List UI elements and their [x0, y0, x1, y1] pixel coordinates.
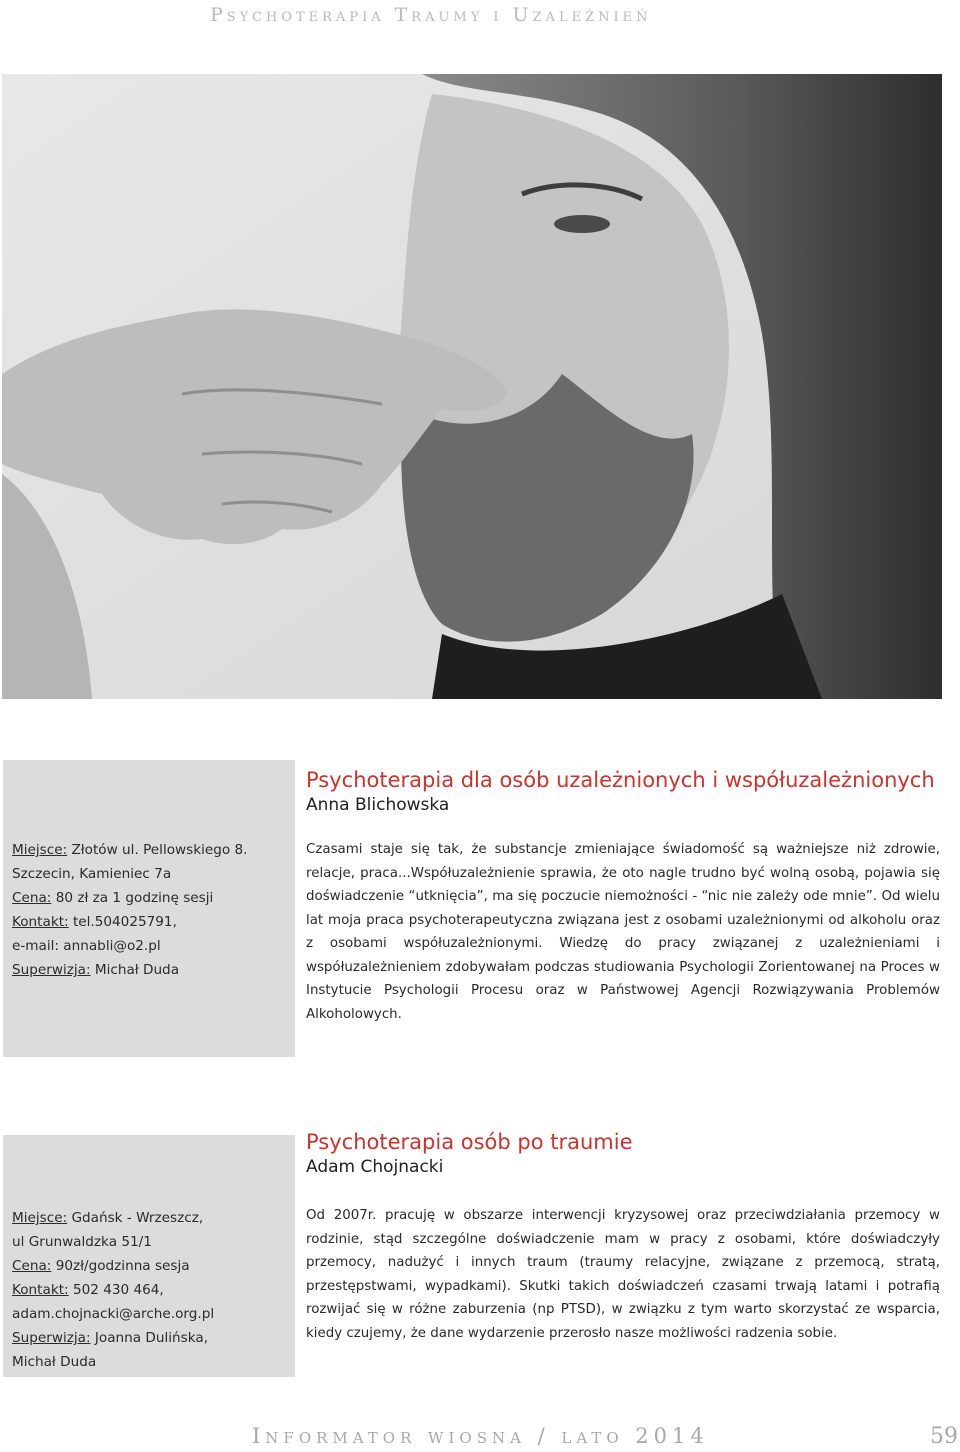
place-label: Miejsce:	[12, 842, 68, 858]
section-author: Anna Blichowska	[306, 795, 450, 815]
place-value: Gdańsk - Wrzeszcz,	[67, 1210, 204, 1226]
supervision-label: Superwizja:	[12, 962, 91, 978]
section-title: Psychoterapia dla osób uzależnionych i współuzależnionych	[306, 768, 935, 792]
place-line-2: Szczecin, Kamieniec 7a	[12, 866, 172, 882]
page-number: 59	[930, 1424, 958, 1449]
footer-title: Informator wiosna / lato 2014	[252, 1424, 709, 1448]
price-value: 80 zł za 1 godzinę sesji	[51, 890, 214, 906]
section-title: Psychoterapia osób po traumie	[306, 1130, 633, 1154]
section-body: Od 2007r. pracuję w obszarze interwencji kryzysowej oraz przeciwdziałania przemocy w rodzinie, stąd szczególne doświadczenie mam w pracy z osobami, które doświadczyły przemocy, nadużyć i innych traum (traumy relacyjne, związane z przemocą, stratą, przestępstwami, wypadkami). Skutki takich doświadczeń czasami trwają latami i potrafią rozwijać się w różne zaburzenia (np PTSD), w związku z tym warto skorzystać ze wsparcia, kiedy czujemy, że dane wydarzenie przerosło nasze możliwości radzenia sobie.	[306, 1208, 940, 1341]
price-label: Cena:	[12, 1258, 52, 1274]
portrait-illustration	[2, 74, 942, 699]
price-line	[12, 886, 248, 910]
price-label: Cena:	[12, 890, 52, 906]
price-line	[12, 1254, 214, 1278]
supervision-line	[12, 1326, 214, 1350]
price-value: 90zł/godzinna sesja	[51, 1258, 190, 1274]
place-label: Miejsce:	[12, 1210, 68, 1226]
contact-label: Kontakt:	[12, 1282, 69, 1298]
supervision-line-2: Michał Duda	[12, 1354, 97, 1370]
portrait-photo	[2, 74, 942, 699]
supervision-label: Superwizja:	[12, 1330, 91, 1346]
contact-line-2: adam.chojnacki@arche.org.pl	[12, 1306, 215, 1322]
contact-line	[12, 1278, 214, 1302]
place-line	[12, 1206, 214, 1230]
section-body: Czasami staje się tak, że substancje zmieniające świadomość są ważniejsze niż zdrowie, relacje, praca...Współuzależnienie sprawia, że oto nagle trudno być wolną osobą, pojawia się doświadczenie “utknięcia”, ma się poczucie niemożności - “nic nie zależy ode mnie”. Od wielu lat moja praca psychoterapeutyczna związana jest z osobami uzależnionymi od alkoholu oraz z osobami współuzależnionymi. Wiedzę do pracy związanej z uzależnieniami i współuzależnieniem zdobywałam podczas studiowania Psychologii Zorientowanej na Proces w Instytucie Psychologii Procesu oraz w Państwowej Agencji Rozwiązywania Problemów Alkoholowych.	[306, 842, 940, 1022]
supervision-value: Joanna Dulińska,	[90, 1330, 209, 1346]
place-line-2: ul Grunwaldzka 51/1	[12, 1234, 152, 1250]
contact-line-2: e-mail: annabli@o2.pl	[12, 938, 161, 954]
contact-label: Kontakt:	[12, 914, 69, 930]
info-box	[12, 1206, 214, 1374]
contact-value: tel.504025791,	[68, 914, 177, 930]
place-value: Złotów ul. Pellowskiego 8.	[67, 842, 248, 858]
section-author: Adam Chojnacki	[306, 1157, 444, 1177]
contact-line	[12, 910, 248, 934]
supervision-line	[12, 958, 248, 982]
running-title: Psychoterapia Traumy i Uzależnień	[210, 4, 652, 26]
place-line	[12, 838, 248, 862]
supervision-value: Michał Duda	[90, 962, 180, 978]
contact-value: 502 430 464,	[68, 1282, 164, 1298]
info-box	[12, 838, 248, 982]
